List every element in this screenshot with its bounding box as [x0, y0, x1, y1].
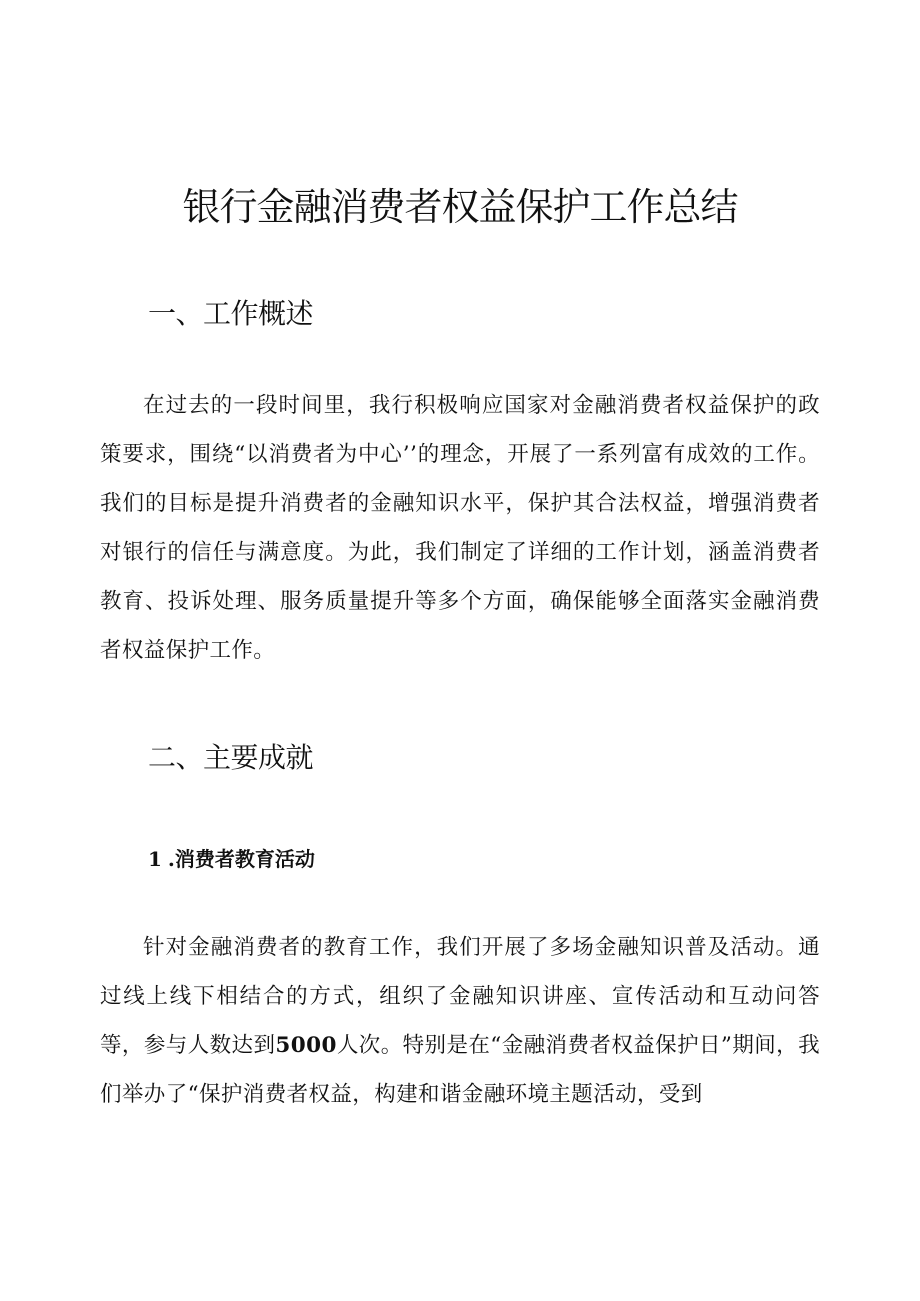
education-paragraph-part1: 针对金融消费者的教育工作，我们开展了多场金融知识普及活动。通过线上线下相结合的方式，组织了金融知识讲座、宣传活动和互动问答等，参与人数达到	[100, 935, 820, 1058]
participant-count: 5000	[275, 1033, 337, 1058]
overview-paragraph: 在过去的一段时间里，我行积极响应国家对金融消费者权益保护的政策要求，围绕“以消费者为中心’’的理念，开展了一系列富有成效的工作。我们的目标是提升消费者的金融知识水平，保护其合法权益，增强消费者对银行的信任与满意度。为此，我们制定了详细的工作计划，涵盖消费者教育、投诉处理、服务质量提升等多个方面，确保能够全面落实金融消费者权益保护工作。	[100, 393, 820, 663]
subheading-number: 1	[148, 847, 162, 871]
document-title: 银行金融消费者权益保护工作总结	[182, 185, 738, 229]
section-heading-overview: 一、工作概述	[148, 297, 314, 330]
section-heading-achievements: 二、主要成就	[148, 741, 314, 774]
education-paragraph	[100, 923, 820, 1119]
subheading-consumer-education	[148, 843, 315, 872]
education-paragraph-part2: 人次。特别是在“金融消费者权益保护日”期间，我们举办了“保护消费者权益，构建和谐金融环境主题活动，受到	[100, 1033, 821, 1107]
subheading-label: .消费者教育活动	[167, 847, 315, 871]
